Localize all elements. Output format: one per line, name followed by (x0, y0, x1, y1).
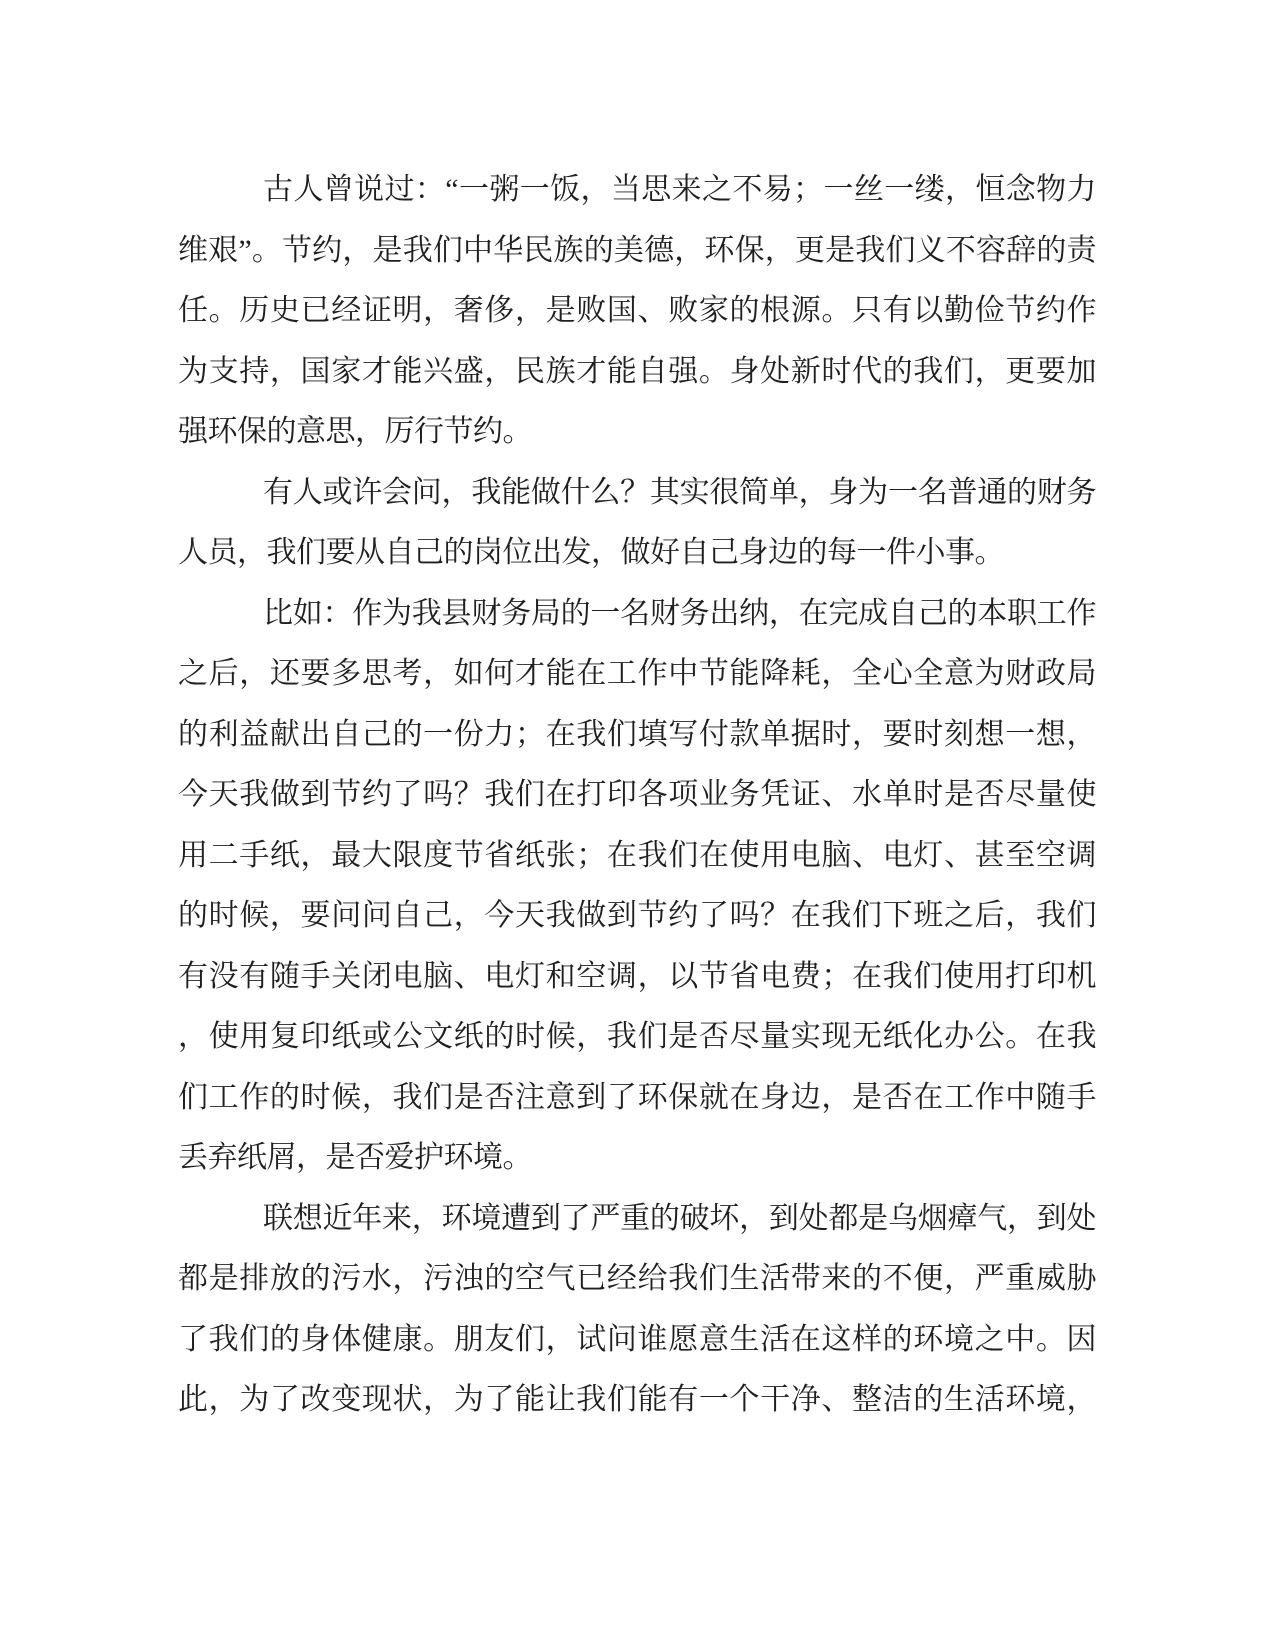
text-line: 用二手纸，最大限度节省纸张；在我们在使用电脑、电灯、甚至空调 (178, 838, 1096, 872)
text-line: 有没有随手关闭电脑、电灯和空调，以节省电费；在我们使用打印机 (178, 959, 1096, 993)
text-line: 联想近年来，环境遭到了严重的破坏，到处都是乌烟瘴气，到处 (263, 1201, 1096, 1235)
text-line: 为支持，国家才能兴盛，民族才能自强。身处新时代的我们，更要加 (178, 354, 1096, 388)
text-line: 之后，还要多思考，如何才能在工作中节能降耗，全心全意为财政局 (178, 657, 1096, 690)
essay-text-block (178, 160, 1096, 1431)
text-line: 此，为了改变现状，为了能让我们能有一个干净、整洁的生活环境， (178, 1383, 1096, 1416)
text-line: 维艰”。节约，是我们中华民族的美德，环保，更是我们义不容辞的责 (178, 233, 1096, 267)
text-line: 了我们的身体健康。朋友们，试问谁愿意生活在这样的环境之中。因 (178, 1322, 1096, 1356)
text-line: 今天我做到节约了吗？我们在打印各项业务凭证、水单时是否尽量使 (178, 778, 1096, 811)
text-line: 们工作的时候，我们是否注意到了环保就在身边，是否在工作中随手 (178, 1080, 1096, 1114)
text-line: 有人或许会问，我能做什么？其实很简单，身为一名普通的财务 (263, 475, 1096, 509)
text-line: 比如：作为我县财务局的一名财务出纳，在完成自己的本职工作 (263, 596, 1096, 630)
text-line: 古人曾说过：“一粥一饭，当思来之不易；一丝一缕，恒念物力 (263, 173, 1096, 206)
text-line: ，使用复印纸或公文纸的时候，我们是否尽量实现无纸化办公。在我 (178, 1020, 1096, 1053)
text-line: 强环保的意思，厉行节约。 (178, 415, 532, 448)
text-line: 都是排放的污水，污浊的空气已经给我们生活带来的不便，严重威胁 (178, 1262, 1096, 1295)
text-line: 的利益献出自己的一份力；在我们填写付款单据时，要时刻想一想， (178, 717, 1096, 751)
text-line: 人员，我们要从自己的岗位出发，做好自己身边的每一件小事。 (178, 536, 1004, 569)
text-line: 的时候，要问问自己，今天我做到节约了吗？在我们下班之后，我们 (178, 899, 1096, 932)
text-line: 丢弃纸屑，是否爱护环境。 (178, 1141, 532, 1174)
text-line: 任。历史已经证明，奢侈，是败国、败家的根源。只有以勤俭节约作 (178, 294, 1096, 327)
